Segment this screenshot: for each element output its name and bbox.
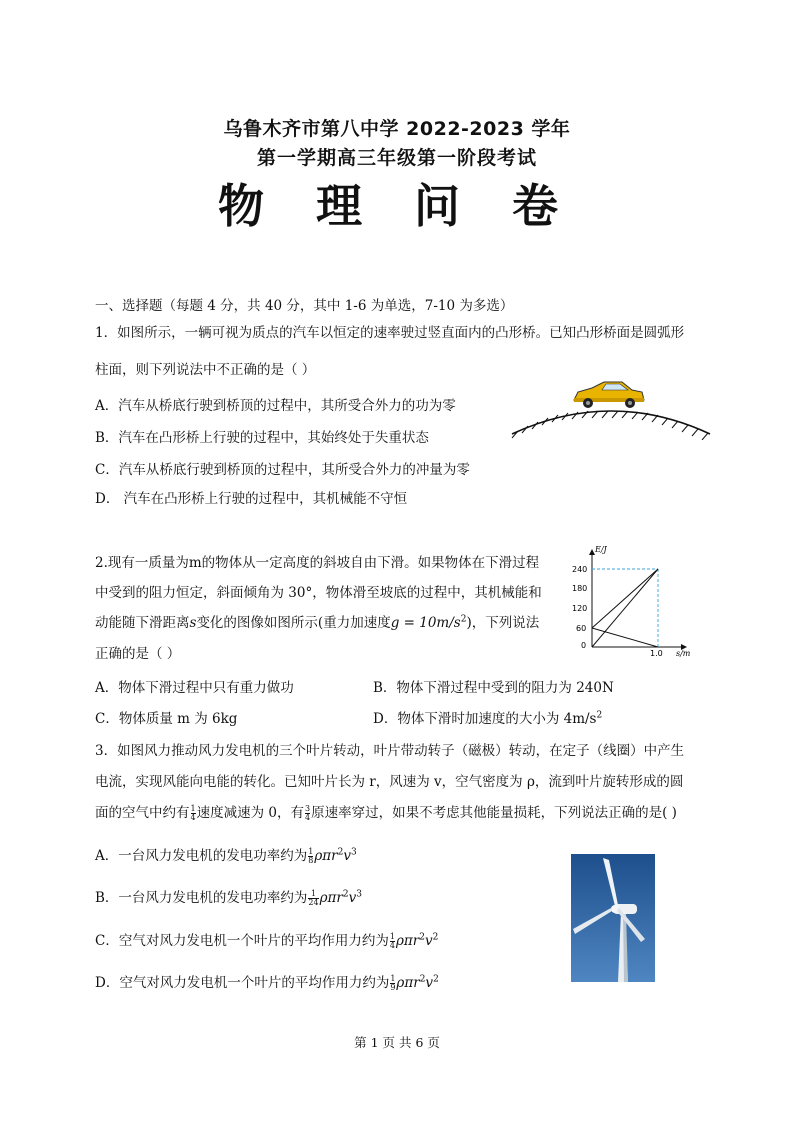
q2-line1: 2.现有一质量为m的物体从一定高度的斜坡自由下滑。如果物体在下滑过程 xyxy=(95,555,540,571)
section-heading: 一、选择题（每题 4 分，共 40 分，其中 1-6 为单选，7-10 为多选） xyxy=(95,298,514,314)
q3-option-b: B．一台风力发电机的发电功率约为 $\frac{1}{24}$ $\rho\pi r^2v^3$ xyxy=(95,889,362,907)
q3-line2: 电流，实现风能向电能的转化。已知叶片长为 r，风速为 v，空气密度为 ρ，流到叶片旋转形成的圆 xyxy=(95,774,684,790)
graph-y-label: E/J xyxy=(595,545,607,554)
x-tick-1: 1.0 xyxy=(650,649,663,658)
wind-turbine-photo xyxy=(571,854,655,982)
q3-line3: 面的空气中约有 $\frac{1}{4}$ 速度减速为 0，有 $\frac{3}{4}$ 原速率穿过，如果不考虑其他能量损耗，下列说法正确的是( ) xyxy=(95,804,677,822)
energy-distance-graph xyxy=(568,544,698,658)
q1-option-d: D． 汽车在凸形桥上行驶的过程中，其机械能不守恒 xyxy=(95,491,408,507)
q1-option-c: C．汽车从桥底行驶到桥顶的过程中，其所受合外力的冲量为零 xyxy=(95,462,470,478)
exam-title: 第一学期高三年级第一阶段考试 xyxy=(256,147,537,169)
bridge-car-figure xyxy=(508,378,714,440)
graph-x-label: s/m xyxy=(676,649,691,658)
q2-option-b: B．物体下滑过程中受到的阻力为 240N xyxy=(373,680,614,696)
q1-stem-line2: 柱面，则下列说法中不正确的是（ ） xyxy=(95,362,316,378)
q2-option-a: A．物体下滑过程中只有重力做功 xyxy=(95,680,294,696)
y-tick-180: 180 xyxy=(572,584,588,593)
car-icon xyxy=(574,382,644,408)
q1-option-b: B．汽车在凸形桥上行驶的过程中，其始终处于失重状态 xyxy=(95,430,429,446)
school-title: 乌鲁木齐市第八中学 2022-2023 学年 xyxy=(223,118,571,140)
q2-option-d: D．物体下滑时加速度的大小为 $4m/s^2$ xyxy=(373,710,603,727)
q2-line4: 正确的是（ ） xyxy=(95,646,181,662)
y-tick-0: 0 xyxy=(581,641,587,650)
y-tick-240: 240 xyxy=(572,565,588,574)
y-tick-60: 60 xyxy=(576,624,587,633)
page-number: 第 1 页 共 6 页 xyxy=(354,1035,440,1050)
q1-stem-line1: 1．如图所示，一辆可视为质点的汽车以恒定的速率驶过竖直面内的凸形桥。已知凸形桥面是圆弧形 xyxy=(95,325,685,341)
q3-line1: 3．如图风力推动风力发电机的三个叶片转动，叶片带动转子（磁极）转动，在定子（线圈）中产生 xyxy=(95,743,685,759)
q2-option-c: C．物体质量 m 为 6kg xyxy=(95,711,238,727)
q3-option-c: C．空气对风力发电机一个叶片的平均作用力约为 $\frac{1}{4}$ $\rho\pi r^2v^2$ xyxy=(95,932,439,950)
q3-option-a: A．一台风力发电机的发电功率约为 $\frac{1}{8}$ $\rho\pi r^2v^3$ xyxy=(95,847,357,865)
q2-line3: 动能随下滑距离s变化的图像如图所示(重力加速度$g = 10m/s^2$)，下列说法 xyxy=(95,614,540,631)
paper-title: 物 理 问 卷 xyxy=(217,179,577,233)
q1-option-a: A．汽车从桥底行驶到桥顶的过程中，其所受合外力的功为零 xyxy=(95,398,456,414)
y-tick-120: 120 xyxy=(572,604,588,613)
q2-line2: 中受到的阻力恒定，斜面倾角为 30°，物体滑至坡底的过程中，其机械能和 xyxy=(95,585,542,601)
q3-option-d: D．空气对风力发电机一个叶片的平均作用力约为 $\frac{1}{9}$ $\rho\pi r^2v^2$ xyxy=(95,974,439,992)
